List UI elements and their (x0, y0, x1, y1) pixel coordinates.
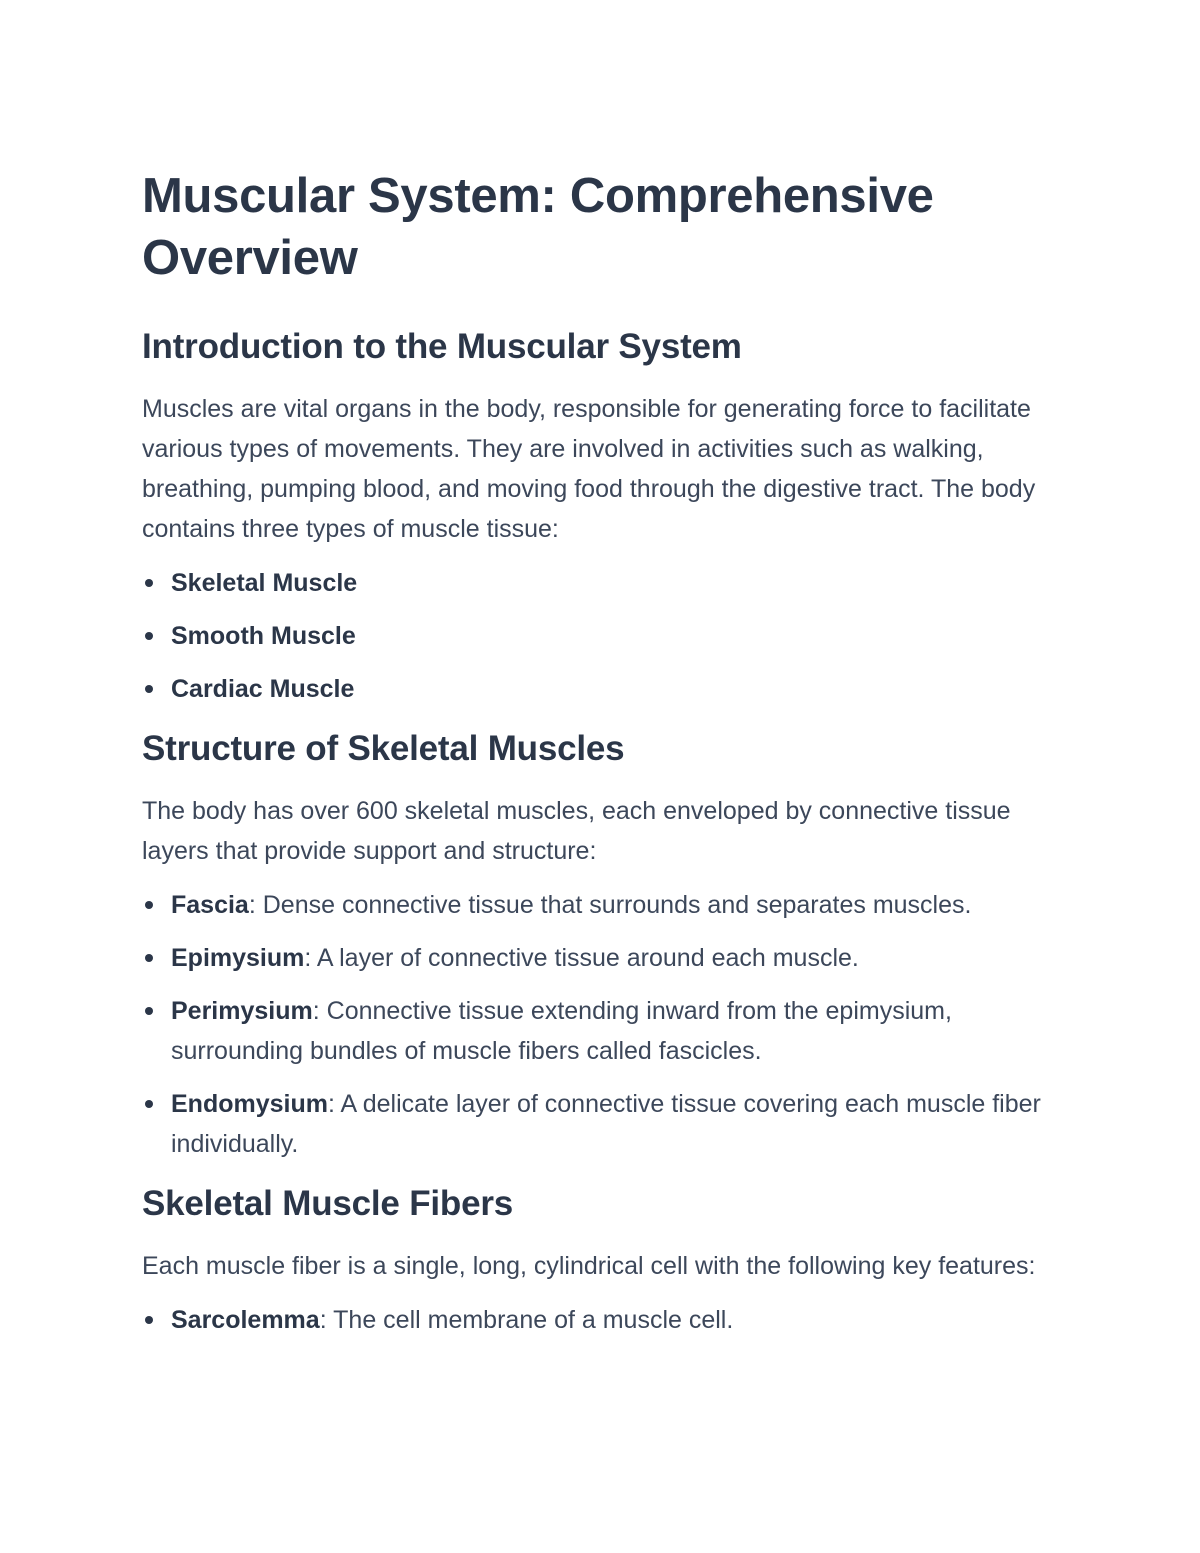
bullet-icon (145, 901, 153, 909)
muscle-types-list (142, 563, 1062, 709)
list-item (142, 1300, 1062, 1340)
bullet-icon (145, 954, 153, 962)
list-item (142, 885, 1062, 925)
list-item-term: Smooth Muscle (171, 622, 356, 650)
section-paragraph: Muscles are vital organs in the body, responsible for generating force to facilitate various types of movements. They are involved in activities such as walking, breathing, pumping blood, and moving food through the digestive tract. The body contains three types of muscle tissue: (142, 395, 1036, 543)
section-introduction (142, 325, 1062, 709)
list-item-text: : A layer of connective tissue around each muscle. (304, 944, 859, 972)
list-item-term: Fascia (171, 891, 249, 919)
bullet-icon (145, 685, 153, 693)
section-structure (142, 727, 1062, 1164)
bullet-icon (145, 579, 153, 587)
bullet-icon (145, 1316, 153, 1324)
list-item (142, 669, 1062, 709)
list-item-text: : Dense connective tissue that surrounds and separates muscles. (248, 891, 972, 919)
list-item (142, 563, 1062, 603)
list-item (142, 616, 1062, 656)
list-item-text: : A delicate layer of connective tissue covering each muscle fiber individually. (171, 1090, 1041, 1158)
list-item (142, 991, 1062, 1071)
list-item (142, 1084, 1062, 1164)
document-page (142, 165, 1062, 1358)
list-item-term: Sarcolemma (171, 1306, 320, 1334)
bullet-icon (145, 1007, 153, 1015)
section-fibers (142, 1182, 1062, 1340)
fiber-features-list (142, 1300, 1062, 1340)
document-title: Muscular System: Comprehensive Overview (142, 169, 934, 285)
section-paragraph: The body has over 600 skeletal muscles, each enveloped by connective tissue layers that provide support and structure: (142, 797, 1011, 865)
list-item-text: : The cell membrane of a muscle cell. (319, 1306, 734, 1334)
list-item-term: Skeletal Muscle (171, 569, 358, 597)
section-heading: Structure of Skeletal Muscles (142, 729, 625, 768)
list-item-term: Epimysium (171, 944, 305, 972)
section-paragraph: Each muscle fiber is a single, long, cylindrical cell with the following key features: (142, 1252, 1036, 1280)
list-item-term: Cardiac Muscle (171, 675, 355, 703)
bullet-icon (145, 1100, 153, 1108)
list-item (142, 938, 1062, 978)
list-item-term: Endomysium (171, 1090, 328, 1118)
section-heading: Skeletal Muscle Fibers (142, 1184, 514, 1223)
list-item-term: Perimysium (171, 997, 313, 1025)
connective-tissue-list (142, 885, 1062, 1164)
bullet-icon (145, 632, 153, 640)
section-heading: Introduction to the Muscular System (142, 327, 742, 366)
list-item-text: : Connective tissue extending inward from the epimysium, surrounding bundles of muscle fibers called fascicles. (171, 997, 952, 1065)
